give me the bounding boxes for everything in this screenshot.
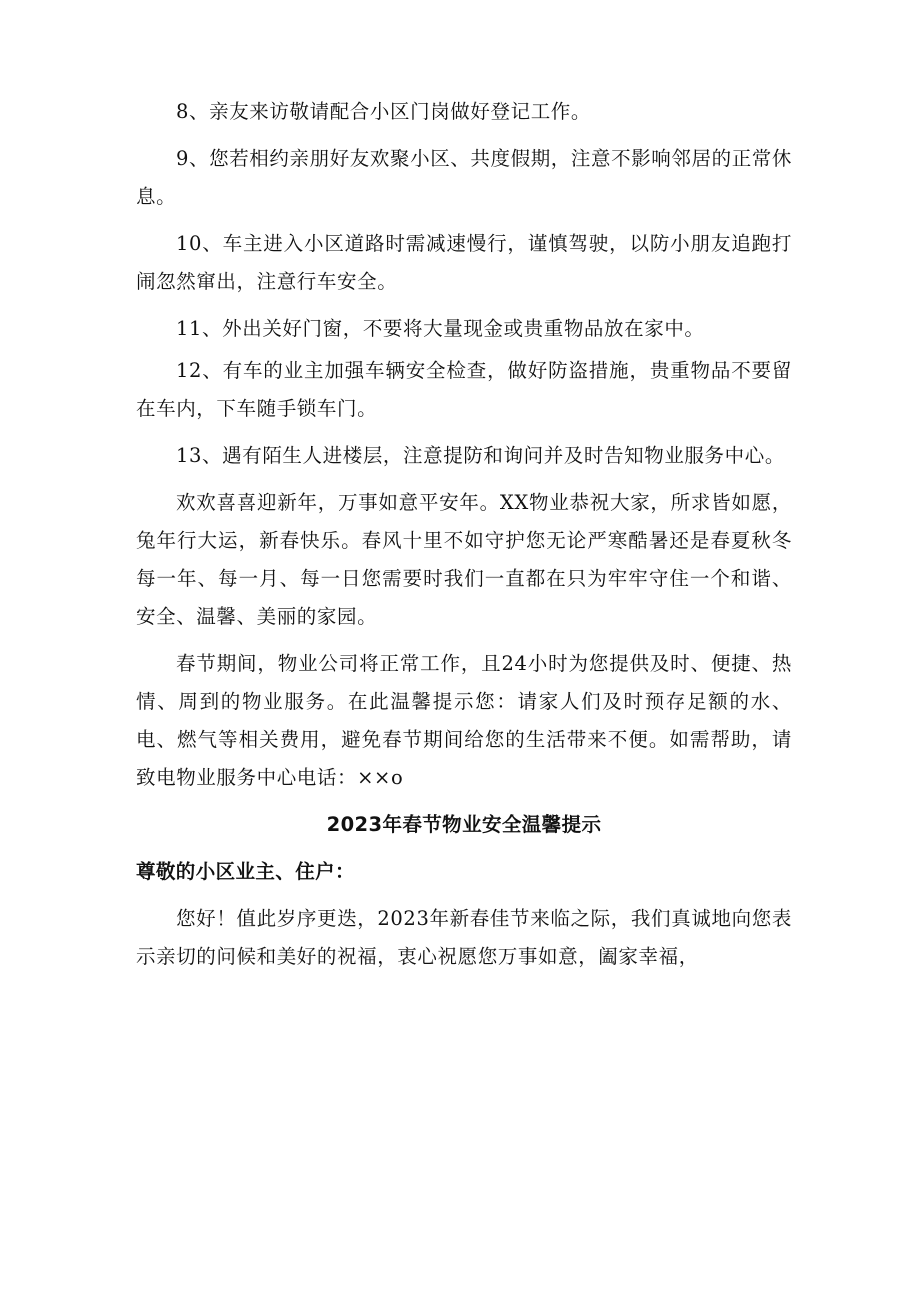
notice-item-8: 8、亲友来访敬请配合小区门岗做好登记工作。 (176, 100, 592, 123)
notice-item-13: 13、遇有陌生人进楼层，注意提防和询问并及时告知物业服务中心。 (176, 444, 785, 467)
notice-item-11: 11、外出关好门窗，不要将大量现金或贵重物品放在家中。 (176, 317, 705, 340)
notice-item-10: 10、车主进入小区道路时需减速慢行，谨慎驾驶，以防小朋友追跑打闹忽然窜出，注意行车安全。 (136, 232, 792, 293)
notice-item-9: 9、您若相约亲朋好友欢聚小区、共度假期，注意不影响邻居的正常休息。 (136, 147, 793, 208)
notice-item-12: 12、有车的业主加强车辆安全检查，做好防盗措施，贵重物品不要留在车内，下车随手锁车门。 (136, 359, 792, 420)
salutation: 尊敬的小区业主、住户： (136, 860, 355, 883)
opening-paragraph: 您好！值此岁序更迭，2023年新春佳节来临之际，我们真诚地向您表示亲切的问候和美好的祝福，衷心祝愿您万事如意，阖家幸福， (136, 907, 792, 968)
section-title: 2023年春节物业安全温馨提示 (326, 813, 602, 836)
service-paragraph: 春节期间，物业公司将正常工作，且24小时为您提供及时、便捷、热情、周到的物业服务。在此温馨提示您：请家人们及时预存足额的水、电、燃气等相关费用，避免春节期间给您的生活带来不便。如需帮助，请致电物业服务中心电话：××o (136, 652, 792, 789)
greeting-paragraph: 欢欢喜喜迎新年，万事如意平安年。XX物业恭祝大家，所求皆如愿，兔年行大运，新春快乐。春风十里不如守护您无论严寒酷暑还是春夏秋冬每一年、每一月、每一日您需要时我们一直都在只为牢牢守住一个和谐、安全、温馨、美丽的家园。 (136, 491, 792, 628)
